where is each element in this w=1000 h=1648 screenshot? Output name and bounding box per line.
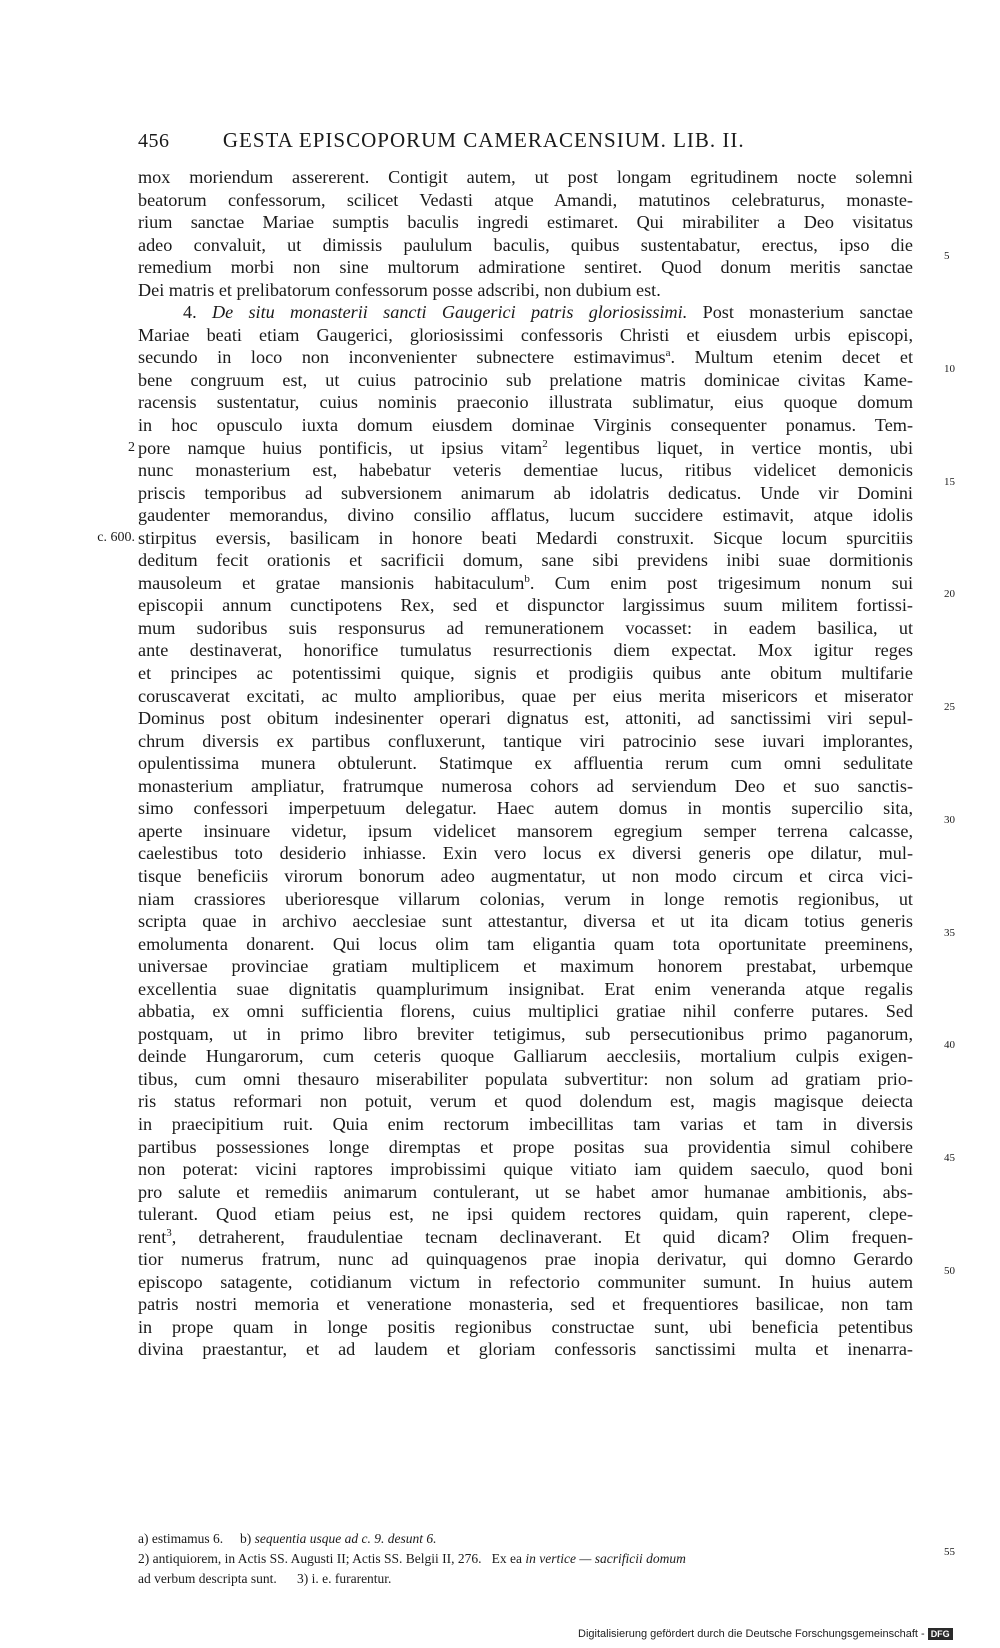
footnote-2-italic: in vertice — sacrificii domum: [525, 1551, 686, 1566]
line-number: 50: [944, 1264, 955, 1277]
footnote-a-b: [138, 1529, 913, 1549]
text-line: [138, 1248, 913, 1271]
line-text: chrum diversis ex partibus confluxerunt, tantique viri patrocinio sese iuvari implorantes,: [138, 730, 913, 751]
footnote-ref: 3: [166, 1226, 172, 1239]
line-number: 15: [944, 475, 955, 488]
margin-note: c. 600.: [97, 529, 135, 545]
line-text: mausoleum et gratae mansionis habitaculum: [138, 572, 525, 593]
footnote-2: [138, 1546, 955, 1569]
line-text: Mariae beati etiam Gaugerici, gloriosissimi confessoris Christi et eiusdem urbis episcopi,: [138, 324, 913, 345]
line-text: ante destinaverat, honorifice tumulatus resurrectionis diem expectat. Mox igitur reges: [138, 640, 913, 661]
text-line: [138, 1293, 913, 1316]
line-text: . Multum etenim decet et: [670, 347, 913, 368]
line-text: . Cum enim post trigesimum nonum sui: [529, 572, 913, 593]
text-line: [138, 250, 950, 279]
footnote-ref: a: [665, 347, 671, 360]
line-text: beatorum confessorum, scilicet Vedasti atque Amandi, matutinos celebraturus, monaste-: [138, 189, 913, 210]
text-line: [138, 234, 913, 257]
text-line: [138, 701, 955, 730]
text-line: [138, 1113, 913, 1136]
text-line: [138, 549, 913, 572]
text-line: [138, 842, 913, 865]
line-number: 5: [944, 250, 950, 263]
running-title: GESTA EPISCOPORUM CAMERACENSIUM. LIB. II.: [222, 128, 745, 152]
text-line: [138, 730, 913, 753]
line-text: gaudenter memorandus, divino consilio afflatus, lucum succidere estimavit, atque idolis: [138, 505, 913, 526]
line-text: episcopo satagente, cotidianum victum in refectorio communiter sumunt. In huius autem: [138, 1271, 913, 1292]
text-line: [138, 752, 913, 775]
text-line: [138, 166, 913, 189]
line-text: legentibus liquet, in vertice montis, ubi: [564, 437, 913, 458]
main-text: [97, 166, 955, 1361]
text-line: [138, 813, 955, 843]
line-text: tibus, cum omni thesauro miserabiliter populata subvertitur: non solum ad gratiam prio-: [138, 1068, 913, 1089]
line-text: monasterium ampliatur, fratrumque numerosa cohors ad serviendum Deo et suo sanctis-: [138, 775, 913, 796]
line-text: postquam, ut in primo libro breviter tetigimus, sub persecutionibus primo paganorum,: [138, 1023, 913, 1044]
footnote-3-label: 3): [296, 1571, 309, 1586]
section-number: 4.: [183, 302, 197, 323]
line-text: mox moriendum assererent. Contigit autem, ut post longam egritudinem nocte solemni: [138, 167, 913, 187]
line-text: deinde Hungarorum, cum ceteris quoque Galliarum aecclesiis, mortalium culpis exigen-: [138, 1046, 913, 1067]
text-line: [138, 1000, 913, 1023]
line-text: remedium morbi non sine multorum admiratione sentiret. Quod donum meritis sanctae: [138, 257, 913, 278]
line-number: 30: [944, 813, 955, 826]
text-line: [138, 1264, 955, 1294]
text-line: [138, 324, 913, 347]
credit-text: Digitalisierung gefördert durch die Deutsche Forschungsgemeinschaft -: [578, 1628, 925, 1640]
text-line: [138, 1090, 913, 1113]
line-text: Dominus post obitum indesinenter operari dignatus est, attoniti, ad sanctissimi viri sepul-: [138, 708, 913, 729]
footnote-2-cont: ad verbum descripta sunt.: [138, 1571, 277, 1586]
text-line: [138, 775, 913, 798]
text-line: [138, 1226, 913, 1249]
text-line: [97, 527, 913, 550]
footnote-2-label: 2): [138, 1551, 150, 1566]
line-text: secundo in loco non inconvenienter subnectere estimavimus: [138, 347, 666, 368]
line-text: abbatia, ex omni sufficientia florens, cuius multiplici gratiae nihil conferre putares. Sed: [138, 1001, 913, 1022]
line-text: patris nostri memoria et veneratione monasteria, sed et frequentiores basilicae, non tam: [138, 1294, 913, 1315]
line-text: in prope quam in longe positis regionibus constructae sunt, ubi beneficia petentibus: [138, 1316, 913, 1337]
text-line: [138, 1181, 913, 1204]
line-text: tisque beneficiis virorum bonorum adeo augmentatur, ut non modo circum et circa vici-: [138, 865, 913, 886]
text-line: [138, 1316, 913, 1339]
line-text: adeo convaluit, ut dimissis paululum baculis, quibus sustentabatur, erectus, ipso die: [138, 234, 913, 255]
text-line: [138, 588, 955, 617]
text-line: [138, 617, 913, 640]
line-text: deditum fecit orationis et sacrificii domum, sane sibi previdens inibi suae dormitionis: [138, 550, 913, 571]
footnotes: [138, 1529, 955, 1589]
line-text: rent: [138, 1226, 167, 1247]
text-line: [138, 1152, 955, 1181]
footnote-2-continued: [138, 1569, 913, 1589]
digitization-credit: [578, 1628, 953, 1640]
text-line: [138, 1039, 955, 1068]
text-line: [138, 504, 913, 527]
text-line: [138, 1338, 913, 1361]
line-text: ris status reformari non potuit, verum et quod dolendum est, magis magisque deiecta: [138, 1091, 913, 1112]
footnote-b-label: b): [240, 1531, 252, 1546]
text-line: [138, 362, 955, 392]
line-text: rium sanctae Mariae sumptis baculis ingredi estimaret. Qui mirabiliter a Deo visitatus: [138, 212, 913, 233]
line-number: 45: [944, 1152, 955, 1165]
text-line: [138, 1203, 913, 1226]
line-text: partibus possessiones longe diremptas et prope positas sua providentia simul cohibere: [138, 1136, 913, 1157]
line-number: 40: [944, 1039, 955, 1052]
text-line: [138, 888, 913, 911]
text-line: [138, 955, 913, 978]
page-number: 456: [138, 130, 170, 152]
footnote-a-text: estimamus 6.: [151, 1531, 224, 1546]
line-text: tulerant. Quod etiam peius est, ne ipsi quidem rectores quidam, quin raperent, clepe-: [138, 1204, 913, 1225]
line-text: universae provinciae gratiam multiplicem et maximum honorem prestabat, urbemque: [138, 956, 913, 977]
text-line: [138, 301, 913, 324]
line-text: divina praestantur, et ad laudem et gloriam confessoris sanctissimi multa et inenarra-: [138, 1339, 913, 1360]
text-line: [138, 685, 913, 708]
footnote-ref: 2: [542, 437, 548, 450]
text-line: [138, 926, 955, 956]
line-text: in hoc opusculo iuxta domum eiusdem dominae Virginis consequenter ponamus. Tem-: [138, 415, 913, 436]
line-text: aperte insinuare videtur, ipsum videlicet mansorem egregium semper terrena calcasse,: [138, 820, 913, 841]
line-number: 35: [944, 926, 955, 939]
line-text: racensis sustentatur, cuius nominis praeconio illustrata sublimatur, eius quoque domum: [138, 392, 913, 413]
text-line: [138, 797, 913, 820]
text-line: [138, 211, 913, 234]
text-line: [138, 910, 913, 933]
text-line: [138, 865, 913, 888]
line-text: non poterat: vicini raptores improbissimi quique vitiato iam quidem saeculo, quod boni: [138, 1159, 913, 1180]
text-line: [138, 459, 913, 482]
text-line: [138, 391, 913, 414]
line-text: niam crassiores uberioresque villarum colonias, verum in longe remotis regionibus, ut: [138, 888, 913, 909]
line-text: et principes ac potentissimi quique, signis et prodigiis quibus ante obitum multifarie: [138, 663, 913, 684]
line-text: coruscaverat excitati, ac multo amplioribus, quae per eius merita misericors et miserator: [138, 685, 913, 706]
section-title: De situ monasterii sancti Gaugerici patris gloriosissimi.: [211, 302, 688, 323]
line-number: 10: [944, 362, 955, 375]
line-text: opulentissima munera obtulerunt. Statimque ex affluentia rerum cum omni sedulitate: [138, 753, 913, 774]
text-line: [138, 414, 913, 437]
text-line: [128, 437, 913, 460]
line-number: 25: [944, 701, 955, 714]
line-text: pore namque huius pontificis, ut ipsius vitam: [138, 437, 543, 458]
footnote-a-label: a): [138, 1531, 149, 1546]
line-text: tior numerus fratrum, nunc ad quinquagenos prae inopia derivatur, qui domno Gerardo: [138, 1249, 913, 1270]
text-line: [138, 346, 913, 369]
text-line: [138, 1023, 913, 1046]
text-line: [138, 572, 913, 595]
dfg-logo: DFG: [928, 1628, 953, 1640]
line-text: excellentia suae dignitatis quamplurimum insignibat. Erat enim veneranda atque regalis: [138, 978, 913, 999]
line-text: in praecipitium ruit. Quia enim rectorum imbecillitas tam varias et tam in diversis: [138, 1113, 913, 1134]
line-text: bene congruum est, ut cuius patrocinio sub prelatione matris dominicae civitas Kame-: [138, 369, 913, 390]
line-text: pro salute et remediis animarum contulerant, ut se habet amor humanae ambitionis, abs-: [138, 1181, 913, 1202]
line-text: caelestibus toto desiderio inhiasse. Exin vero locus ex diversi generis ope dilatur, mul-: [138, 843, 913, 864]
footnote-3-text: i. e. furarentur.: [311, 1571, 392, 1586]
footnote-2-ex: Ex ea: [491, 1551, 522, 1566]
footnote-ref: b: [524, 572, 530, 585]
text-line: [138, 978, 913, 1001]
text-line: [138, 475, 955, 505]
line-text: simo confessori imperpetuum delegatur. Haec autem domus in montis supercilio sita,: [138, 798, 913, 819]
text-line: [138, 279, 913, 302]
line-text: episcopii annum cunctipotens Rex, sed et dispunctor largissimus suum militem fortissi-: [138, 595, 913, 616]
margin-note: 2: [128, 439, 135, 455]
line-text: priscis temporibus ad subversionem animarum ab idolatris dedicatus. Unde vir Domini: [138, 482, 913, 503]
running-header: [138, 128, 798, 153]
text-line: [138, 189, 913, 212]
text-line: [138, 662, 913, 685]
line-text: emolumenta donarent. Qui locus olim tam eligantia quam tota oportunitate preeminens,: [138, 933, 913, 954]
line-text: , detraherent, fraudulentiae tecnam declinaverant. Et quid dicam? Olim frequen-: [171, 1226, 913, 1247]
line-text: scripta quae in archivo aecclesiae sunt attestantur, diversa et ut ita dicam totius generis: [138, 911, 913, 932]
line-text: Post monasterium sanctae: [702, 302, 914, 323]
line-text: stirpitus eversis, basilicam in honore beati Medardi construxit. Sicque locum spurcitiis: [138, 527, 913, 548]
text-line: [138, 1068, 913, 1091]
footnote-2-text: antiquiorem, in Actis SS. Augusti II; Actis SS. Belgii II, 276.: [152, 1551, 482, 1566]
text-line: [138, 639, 913, 662]
line-number: 20: [944, 588, 955, 601]
text-line: [138, 1136, 913, 1159]
line-text: mum sudoribus suis responsurus ad remunerationem vocasset: in eadem basilica, ut: [138, 617, 913, 638]
footnote-b-text: sequentia usque ad c. 9. desunt 6.: [254, 1531, 437, 1546]
line-text: Dei matris et prelibatorum confessorum posse adscribi, non dubium est.: [138, 279, 661, 300]
line-text: nunc monasterium est, habebatur veteris dementiae lucus, ritibus videlicet demonicis: [138, 460, 913, 481]
line-number: 55: [944, 1546, 955, 1558]
